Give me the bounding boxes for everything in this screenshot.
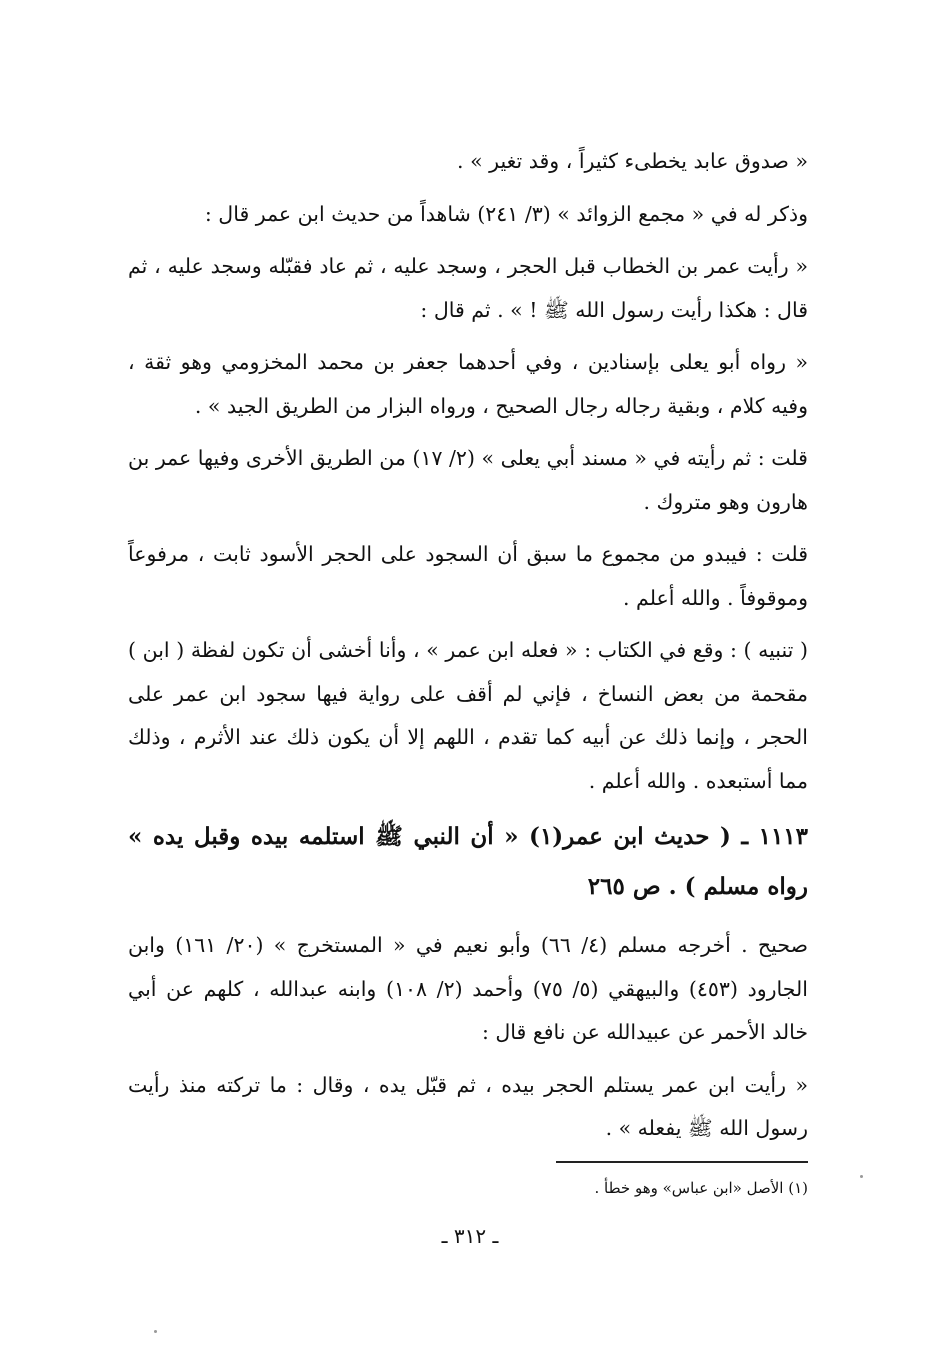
paragraph-conclusion: قلت : فيبدو من مجموع ما سبق أن السجود على الحجر الأسود ثابت ، مرفوعاً وموقوفاً . والله أعلم . (128, 542, 808, 610)
footnote-divider (556, 1161, 808, 1163)
paragraph-tanbih-note: ( تنبيه ) : وقع في الكتاب : « فعله ابن عمر » ، وأنا أخشى أن تكون لفظة ( ابن ) مقحمة من بعض النساخ ، فإني لم أقف على رواية فيها سجود ابن عمر على الحجر ، وإنما ذلك عن أبيه كما تقدم ، اللهم إلا أن يكون ذلك عند الأثرم ، وذلك مما أستبعده . والله أعلم . (128, 638, 808, 793)
hadith-heading-1113: ١١١٣ ـ ( حديث ابن عمر(١) « أن النبي ﷺ استلمه بيده وقبل يده » رواه مسلم ) . ص ٢٦٥ (128, 823, 809, 900)
page-body (128, 140, 808, 1160)
paragraph-majma-zawaid: وذكر له في « مجمع الزوائد » (٣/ ٢٤١) شاهداً من حديث ابن عمر قال : (204, 201, 808, 226)
footnote-1: (١) الأصل «ابن عباس» وهو خطأ . (594, 1179, 808, 1197)
paragraph-quote-saduq: « صدوق عابد يخطىء كثيراً ، وقد تغير » . (457, 149, 808, 173)
paragraph-umar-hadith: « رأيت عمر بن الخطاب قبل الحجر ، وسجد عليه ، ثم عاد فقبّله وسجد عليه ، ثم قال : هكذا رأيت رسول الله ﷺ ! » . ثم قال : (128, 254, 808, 322)
scan-speck (860, 1175, 863, 1178)
paragraph-ibn-umar-quote: « رأيت ابن عمر يستلم الحجر بيده ، ثم قبّل يده ، وقال : ما تركته منذ رأيت رسول الله ﷺ يفعله » . (128, 1072, 808, 1140)
scan-speck (154, 1330, 157, 1333)
page-number: ـ ٣١٢ ـ (441, 1224, 499, 1248)
paragraph-sahih-takhrij: صحيح . أخرجه مسلم (٤/ ٦٦) وأبو نعيم في « المستخرج » (٢٠/ ١٦١) وابن الجارود (٤٥٣) والبيهقي (٥/ ٧٥) وأحمد (٢/ ١٠٨) وابنه عبدالله ، كلهم عن أبي خالد الأحمر عن عبيدالله عن نافع قال : (128, 933, 808, 1044)
paragraph-abu-yala-narration: « رواه أبو يعلى بإسنادين ، وفي أحدهما جعفر بن محمد المخزومي وهو ثقة ، وفيه كلام ، وبقية رجاله رجال الصحيح ، ورواه البزار من الطريق الجيد » . (128, 350, 808, 418)
paragraph-musnad-abu-yala: قلت : ثم رأيته في « مسند أبي يعلى » (٢/ ١٧) من الطريق الأخرى وفيها عمر بن هارون وهو متروك . (128, 446, 808, 514)
